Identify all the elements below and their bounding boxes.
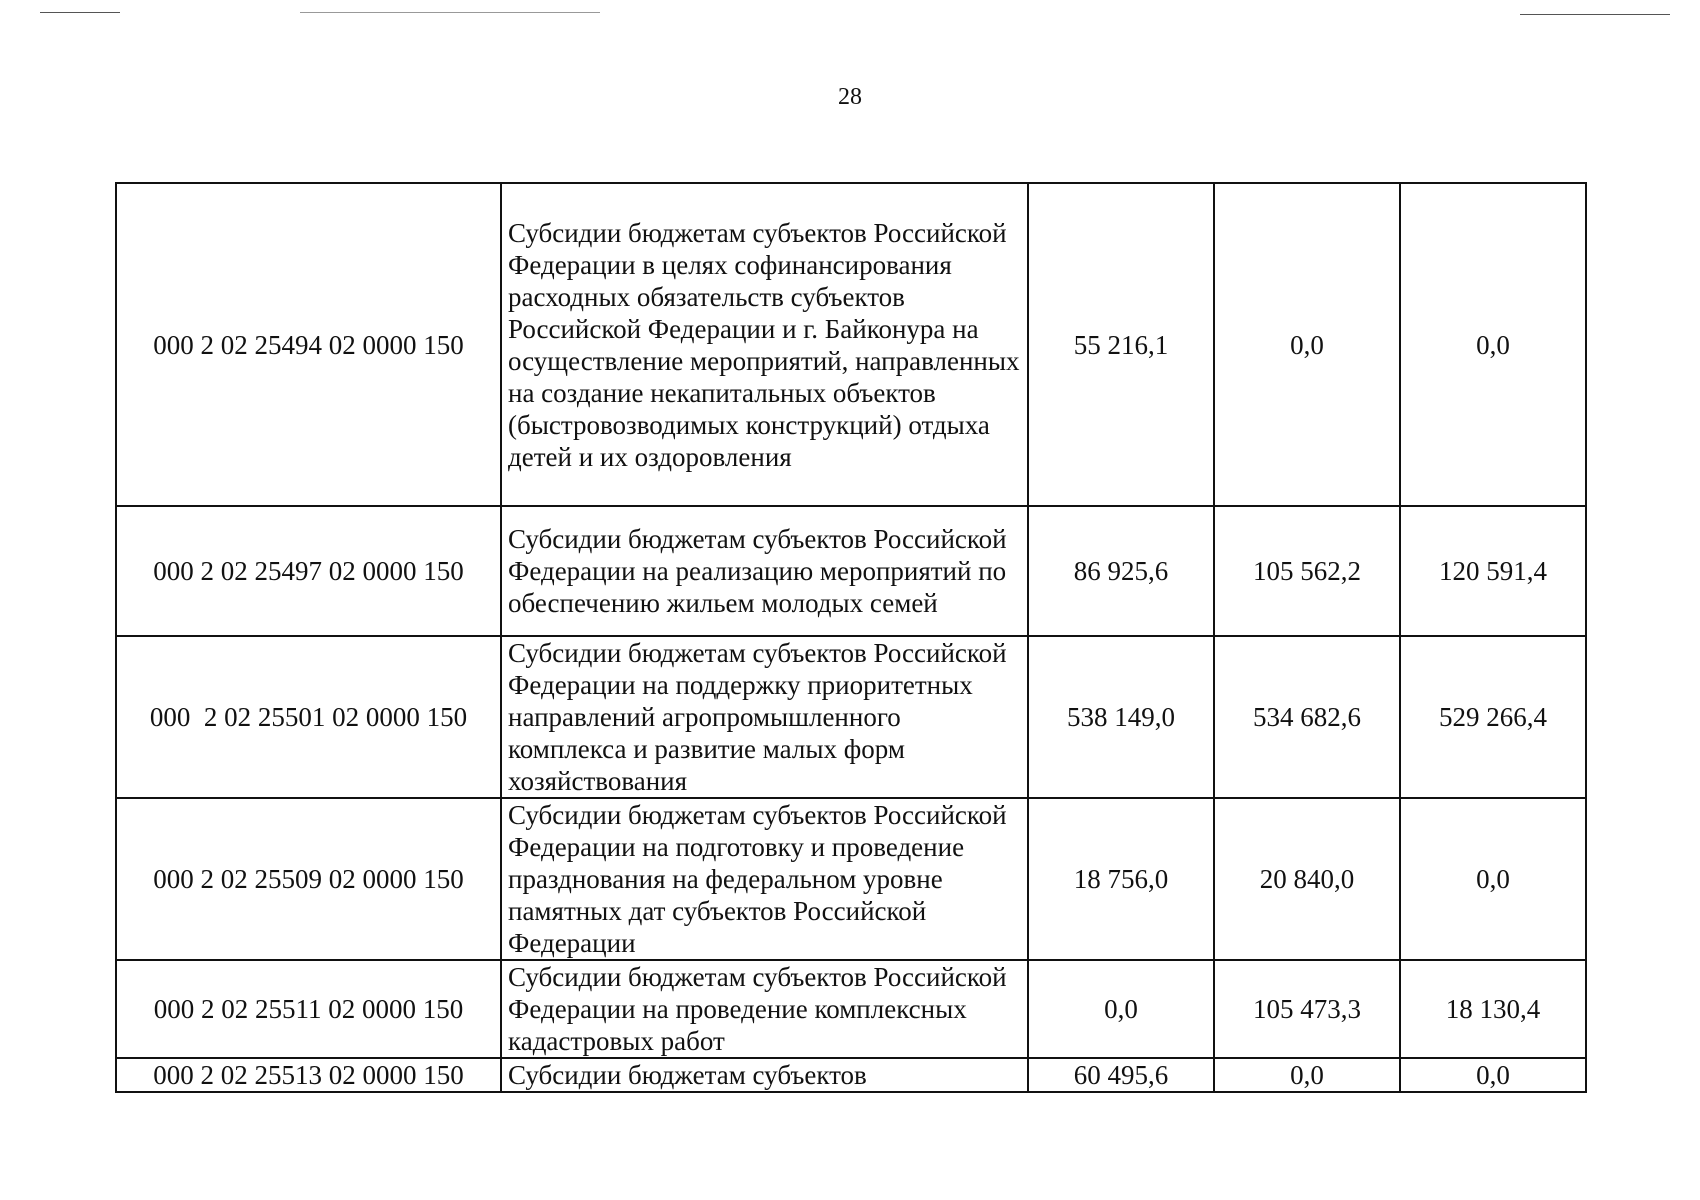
budget-code-cell: 000 2 02 25513 02 0000 150 xyxy=(116,1058,501,1092)
value-3-cell: 0,0 xyxy=(1400,183,1586,506)
page-number: 28 xyxy=(838,84,862,110)
table-row xyxy=(116,960,1586,1058)
budget-table xyxy=(115,182,1587,1093)
value-2-cell: 105 562,2 xyxy=(1214,506,1400,636)
value-3-cell: 18 130,4 xyxy=(1400,960,1586,1058)
description-cell: Субсидии бюджетам субъектов Российской Федерации на поддержку приоритетных направлений агропромышленного комплекса и развитие малых форм хозяйствования xyxy=(501,636,1028,798)
value-1-cell: 55 216,1 xyxy=(1028,183,1214,506)
value-2-cell: 20 840,0 xyxy=(1214,798,1400,960)
value-3-cell: 120 591,4 xyxy=(1400,506,1586,636)
scan-artifact-line xyxy=(1520,14,1670,15)
scan-artifact-line xyxy=(40,12,120,13)
value-2-cell: 0,0 xyxy=(1214,183,1400,506)
description-cell: Субсидии бюджетам субъектов Российской Федерации на подготовку и проведение празднования на федеральном уровне памятных дат субъектов Российской Федерации xyxy=(501,798,1028,960)
description-cell: Субсидии бюджетам субъектов Российской Федерации в целях софинансирования расходных обязательств субъектов Российской Федерации и г. Байконура на осуществление мероприятий, направленных на создание некапитальных объектов (быстровозводимых конструкций) отдыха детей и их оздоровления xyxy=(501,183,1028,506)
budget-code-cell: 000 2 02 25494 02 0000 150 xyxy=(116,183,501,506)
budget-code-cell: 000 2 02 25511 02 0000 150 xyxy=(116,960,501,1058)
value-2-cell: 0,0 xyxy=(1214,1058,1400,1092)
value-1-cell: 86 925,6 xyxy=(1028,506,1214,636)
budget-code-cell: 000 2 02 25497 02 0000 150 xyxy=(116,506,501,636)
value-3-cell: 0,0 xyxy=(1400,798,1586,960)
value-2-cell: 105 473,3 xyxy=(1214,960,1400,1058)
value-3-cell: 0,0 xyxy=(1400,1058,1586,1092)
value-1-cell: 60 495,6 xyxy=(1028,1058,1214,1092)
description-cell: Субсидии бюджетам субъектов Российской Федерации на реализацию мероприятий по обеспечению жильем молодых семей xyxy=(501,506,1028,636)
table-row xyxy=(116,798,1586,960)
budget-code-cell: 000 2 02 25509 02 0000 150 xyxy=(116,798,501,960)
description-cell: Субсидии бюджетам субъектов Российской Федерации на проведение комплексных кадастровых работ xyxy=(501,960,1028,1058)
description-cell: Субсидии бюджетам субъектов xyxy=(501,1058,1028,1092)
scan-artifact-line xyxy=(300,12,600,13)
value-2-cell: 534 682,6 xyxy=(1214,636,1400,798)
value-1-cell: 18 756,0 xyxy=(1028,798,1214,960)
budget-code-cell: 000 2 02 25501 02 0000 150 xyxy=(116,636,501,798)
table-row xyxy=(116,636,1586,798)
table-row xyxy=(116,506,1586,636)
value-1-cell: 0,0 xyxy=(1028,960,1214,1058)
table-row xyxy=(116,183,1586,506)
table-row xyxy=(116,1058,1586,1092)
value-1-cell: 538 149,0 xyxy=(1028,636,1214,798)
value-3-cell: 529 266,4 xyxy=(1400,636,1586,798)
